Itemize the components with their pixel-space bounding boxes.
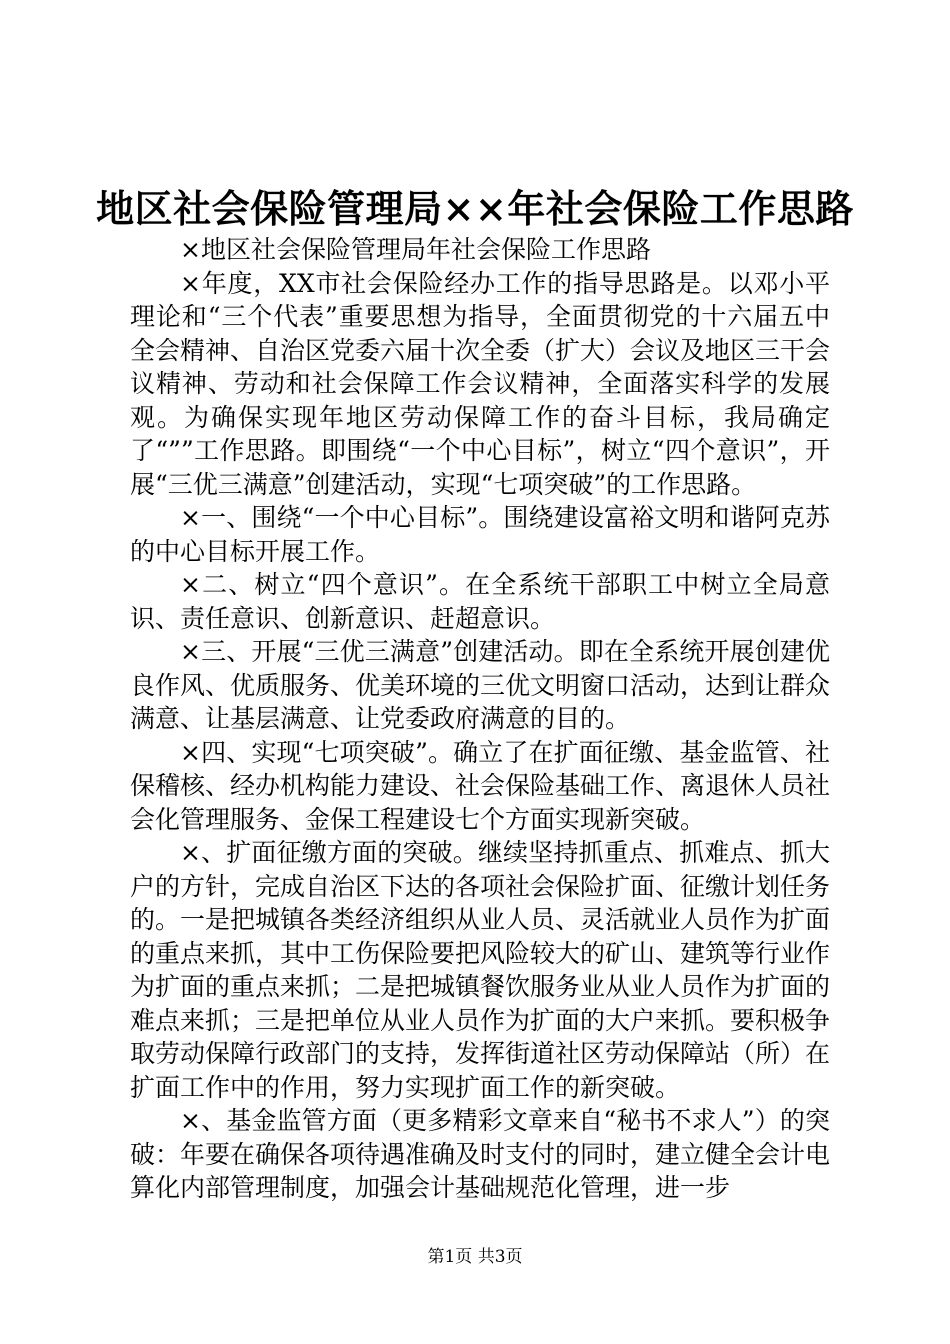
paragraph-three-excellent: ×三、开展“三优三满意”创建活动。即在全系统开展创建优良作风、优质服务、优美环境的三优文明窗口活动，达到让群众满意、让基层满意、让党委政府满意的目的。 bbox=[130, 637, 831, 733]
paragraph-fund-supervision: ×、基金监管方面（更多精彩文章来自“秘书不求人”）的突破：年要在确保各项待遇准确及时支付的同时，建立健全会计电算化内部管理制度，加强会计基础规范化管理，进一步 bbox=[130, 1106, 831, 1202]
paragraph-guiding-idea: ×年度，XX市社会保险经办工作的指导思路是。以邓小平理论和“三个代表”重要思想为指导，全面贯彻党的十六届五中全会精神、自治区党委六届十次全委（扩大）会议及地区三干会议精神、劳动和社会保障工作会议精神，全面落实科学的发展观。为确保实现年地区劳动保障工作的奋斗目标，我局确定了“””工作思路。即围绕“一个中心目标”，树立“四个意识”，开展“三优三满意”创建活动，实现“七项突破”的工作思路。 bbox=[130, 268, 831, 499]
paragraph-subtitle: ×地区社会保险管理局年社会保险工作思路 bbox=[180, 235, 651, 264]
document-body bbox=[130, 233, 830, 1205]
paragraph-one-center: ×一、围绕“一个中心目标”。围绕建设富裕文明和谐阿克苏的中心目标开展工作。 bbox=[130, 503, 830, 566]
paragraph-four-awareness: ×二、树立“四个意识”。在全系统干部职工中树立全局意识、责任意识、创新意识、赶超意识。 bbox=[130, 570, 830, 633]
document-title: 地区社会保险管理局××年社会保险工作思路 bbox=[96, 186, 854, 231]
paragraph-expansion: ×、扩面征缴方面的突破。继续坚持抓重点、抓难点、抓大户的方针，完成自治区下达的各项社会保险扩面、征缴计划任务的。一是把城镇各类经济组织从业人员、灵活就业人员作为扩面的重点来抓，其中工伤保险要把风险较大的矿山、建筑等行业作为扩面的重点来抓；二是把城镇餐饮服务业从业人员作为扩面的难点来抓；三是把单位从业人员作为扩面的大户来抓。要积极争取劳动保障行政部门的支持，发挥街道社区劳动保障站（所）在扩面工作中的作用，努力实现扩面工作的新突破。 bbox=[130, 838, 831, 1102]
paragraph-seven-breakthroughs: ×四、实现“七项突破”。确立了在扩面征缴、基金监管、社保稽核、经办机构能力建设、社会保险基础工作、离退休人员社会化管理服务、金保工程建设七个方面实现新突破。 bbox=[130, 737, 831, 834]
page-number: 第1页 共3页 bbox=[427, 1247, 523, 1267]
